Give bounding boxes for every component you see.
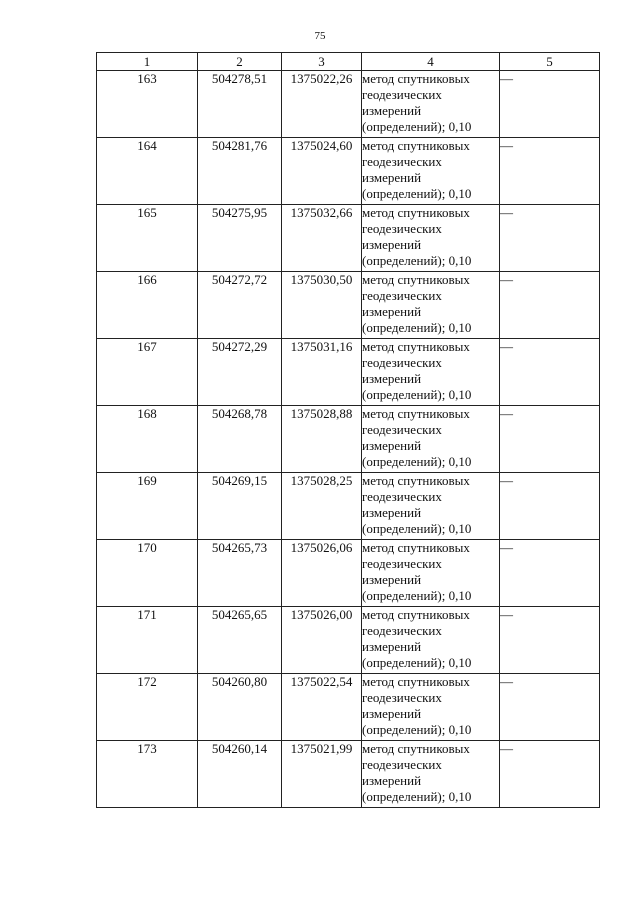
method-line: измерений (362, 237, 422, 252)
method-line: (определений); 0,10 (362, 454, 472, 469)
y-coordinate-cell: 1375026,06 (282, 540, 362, 607)
method-line: (определений); 0,10 (362, 789, 472, 804)
x-coordinate-cell: 504265,73 (198, 540, 282, 607)
method-line: метод спутниковых (362, 674, 470, 689)
point-number-cell: 164 (97, 138, 198, 205)
table-header (97, 53, 600, 71)
method-cell (362, 71, 500, 138)
note-cell: — (500, 272, 600, 339)
table-row (97, 339, 600, 406)
method-line: геодезических (362, 690, 442, 705)
method-line: измерений (362, 505, 422, 520)
method-line: метод спутниковых (362, 272, 470, 287)
note-cell: — (500, 406, 600, 473)
table-row (97, 205, 600, 272)
coordinates-table (96, 52, 600, 808)
point-number-cell: 166 (97, 272, 198, 339)
method-line: (определений); 0,10 (362, 253, 472, 268)
table-row (97, 71, 600, 138)
method-cell (362, 741, 500, 808)
table-body (97, 71, 600, 808)
y-coordinate-cell: 1375022,54 (282, 674, 362, 741)
x-coordinate-cell: 504281,76 (198, 138, 282, 205)
method-cell (362, 607, 500, 674)
x-coordinate-cell: 504268,78 (198, 406, 282, 473)
method-line: измерений (362, 572, 422, 587)
method-line: геодезических (362, 556, 442, 571)
y-coordinate-cell: 1375026,00 (282, 607, 362, 674)
x-coordinate-cell: 504260,80 (198, 674, 282, 741)
method-line: геодезических (362, 221, 442, 236)
y-coordinate-cell: 1375024,60 (282, 138, 362, 205)
method-line: (определений); 0,10 (362, 588, 472, 603)
method-line: метод спутниковых (362, 339, 470, 354)
method-cell (362, 406, 500, 473)
point-number-cell: 170 (97, 540, 198, 607)
point-number-cell: 173 (97, 741, 198, 808)
y-coordinate-cell: 1375022,26 (282, 71, 362, 138)
x-coordinate-cell: 504265,65 (198, 607, 282, 674)
method-line: метод спутниковых (362, 138, 470, 153)
method-line: измерений (362, 371, 422, 386)
point-number-cell: 163 (97, 71, 198, 138)
method-line: геодезических (362, 757, 442, 772)
method-line: метод спутниковых (362, 205, 470, 220)
note-cell: — (500, 138, 600, 205)
method-line: метод спутниковых (362, 406, 470, 421)
method-cell (362, 339, 500, 406)
method-line: измерений (362, 304, 422, 319)
table-row (97, 607, 600, 674)
y-coordinate-cell: 1375028,25 (282, 473, 362, 540)
header-col-1: 1 (97, 53, 198, 71)
x-coordinate-cell: 504275,95 (198, 205, 282, 272)
method-line: метод спутниковых (362, 607, 470, 622)
note-cell: — (500, 473, 600, 540)
page-number: 75 (314, 30, 326, 42)
method-cell (362, 473, 500, 540)
x-coordinate-cell: 504278,51 (198, 71, 282, 138)
point-number-cell: 172 (97, 674, 198, 741)
table-row (97, 674, 600, 741)
method-line: (определений); 0,10 (362, 722, 472, 737)
method-line: измерений (362, 706, 422, 721)
y-coordinate-cell: 1375021,99 (282, 741, 362, 808)
point-number-cell: 169 (97, 473, 198, 540)
method-line: геодезических (362, 489, 442, 504)
point-number-cell: 171 (97, 607, 198, 674)
x-coordinate-cell: 504269,15 (198, 473, 282, 540)
point-number-cell: 168 (97, 406, 198, 473)
method-line: (определений); 0,10 (362, 186, 472, 201)
method-cell (362, 540, 500, 607)
method-line: метод спутниковых (362, 540, 470, 555)
method-line: геодезических (362, 355, 442, 370)
header-col-5: 5 (500, 53, 600, 71)
method-line: измерений (362, 170, 422, 185)
point-number-cell: 165 (97, 205, 198, 272)
method-cell (362, 205, 500, 272)
method-cell (362, 138, 500, 205)
method-cell (362, 272, 500, 339)
method-line: (определений); 0,10 (362, 387, 472, 402)
note-cell: — (500, 205, 600, 272)
table-row (97, 272, 600, 339)
note-cell: — (500, 71, 600, 138)
note-cell: — (500, 607, 600, 674)
method-line: измерений (362, 438, 422, 453)
note-cell: — (500, 674, 600, 741)
table-row (97, 540, 600, 607)
method-line: измерений (362, 639, 422, 654)
method-line: геодезических (362, 154, 442, 169)
method-line: метод спутниковых (362, 741, 470, 756)
y-coordinate-cell: 1375032,66 (282, 205, 362, 272)
x-coordinate-cell: 504272,29 (198, 339, 282, 406)
table-row (97, 741, 600, 808)
method-line: (определений); 0,10 (362, 521, 472, 536)
method-line: (определений); 0,10 (362, 655, 472, 670)
note-cell: — (500, 540, 600, 607)
method-line: (определений); 0,10 (362, 119, 472, 134)
header-row (97, 53, 600, 71)
point-number-cell: 167 (97, 339, 198, 406)
method-cell (362, 674, 500, 741)
table-row (97, 406, 600, 473)
y-coordinate-cell: 1375031,16 (282, 339, 362, 406)
x-coordinate-cell: 504260,14 (198, 741, 282, 808)
header-col-4: 4 (362, 53, 500, 71)
method-line: геодезических (362, 422, 442, 437)
y-coordinate-cell: 1375030,50 (282, 272, 362, 339)
method-line: геодезических (362, 87, 442, 102)
method-line: геодезических (362, 288, 442, 303)
method-line: метод спутниковых (362, 71, 470, 86)
method-line: измерений (362, 773, 422, 788)
note-cell: — (500, 741, 600, 808)
note-cell: — (500, 339, 600, 406)
x-coordinate-cell: 504272,72 (198, 272, 282, 339)
method-line: метод спутниковых (362, 473, 470, 488)
method-line: измерений (362, 103, 422, 118)
method-line: (определений); 0,10 (362, 320, 472, 335)
table-row (97, 473, 600, 540)
header-col-3: 3 (282, 53, 362, 71)
y-coordinate-cell: 1375028,88 (282, 406, 362, 473)
table-row (97, 138, 600, 205)
method-line: геодезических (362, 623, 442, 638)
header-col-2: 2 (198, 53, 282, 71)
